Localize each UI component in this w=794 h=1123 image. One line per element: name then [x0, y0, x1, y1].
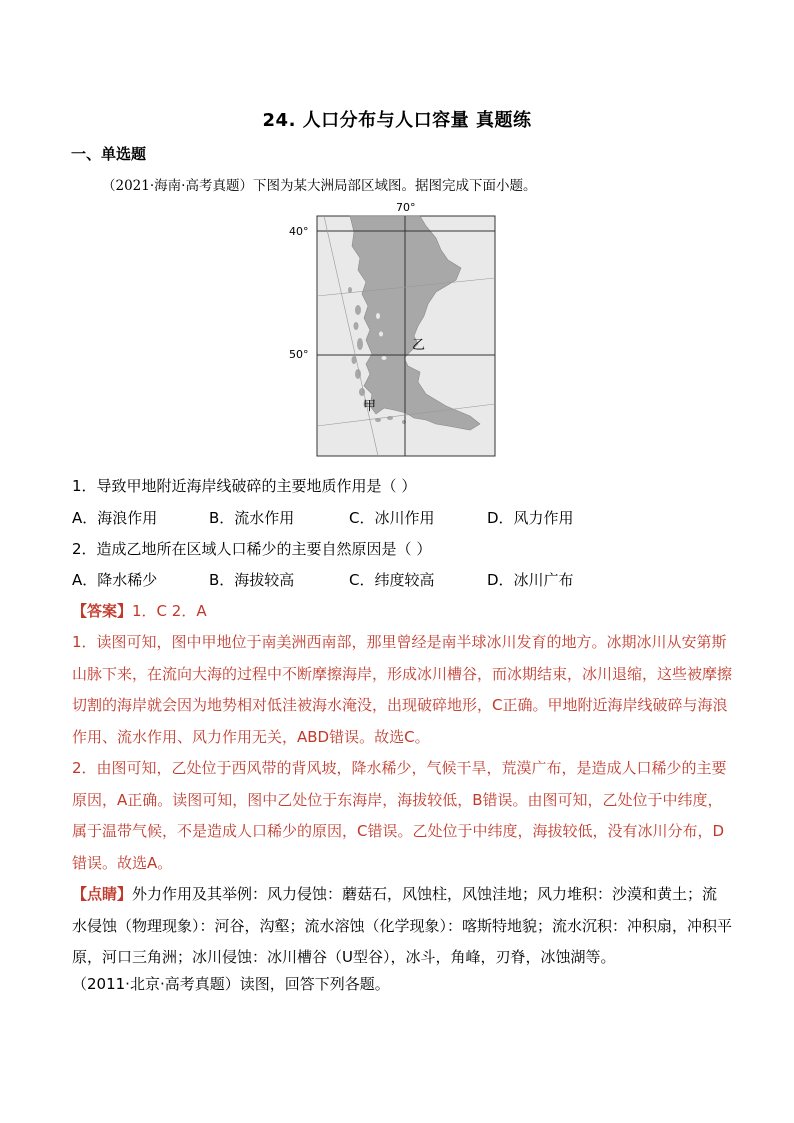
question-1-stem: 1．导致甲地附近海岸线破碎的主要地质作用是（ ）	[72, 477, 417, 495]
question-2-stem: 2．造成乙地所在区域人口稀少的主要自然原因是（ ）	[72, 540, 432, 558]
answer-tag: 【答案】	[72, 602, 133, 620]
q2-option-a: A．降水稀少	[72, 571, 158, 589]
explanation-1: 1．读图可知，图中甲地位于南美洲西南部，那里曾经是南半球冰川发育的地方。冰期冰川从安第斯山脉下来，在流向大海的过程中不断摩擦海岸，形成冰川槽谷，而冰期结束，冰川退缩，这些被摩擦切割的海岸就会因为地势相对低洼被海水淹没，出现破碎地形，C正确。甲地附近海岸线破碎与海浪作用、流水作用、风力作用无关，ABD错误。故选C。	[72, 633, 733, 746]
question-intro: （2021·海南·高考真题）下图为某大洲局部区域图。据图完成下面小题。	[102, 178, 537, 194]
note-text: 外力作用及其举例：风力侵蚀：蘑菇石，风蚀柱，风蚀洼地；风力堆积：沙漠和黄土；流水侵蚀（物理现象）：河谷，沟壑；流水溶蚀（化学现象）：喀斯特地貌；流水沉积：冲积扇，冲积平原，河口三角洲；冰川侵蚀：冰川槽谷（U型谷），冰斗，角峰，刃脊，冰蚀湖等。	[72, 885, 733, 966]
lat-top-label: 40°	[289, 225, 309, 238]
section-heading: 一、单选题	[71, 145, 147, 163]
explanation-2: 2．由图可知，乙处位于西风带的背风坡，降水稀少，气候干旱，荒漠广布，是造成人口稀少的主要原因，A正确。读图可知，图中乙处位于东海岸，海拔较低，B错误。由图可知，乙处位于中纬度，属于温带气候，不是造成人口稀少的原因，C错误。乙处位于中纬度，海拔较低，没有冰川分布，D错误。故选A。	[72, 759, 727, 872]
region-map	[286, 198, 504, 460]
q1-option-d: D．风力作用	[487, 509, 574, 527]
q2-option-d: D．冰川广布	[487, 571, 574, 589]
page-title: 24. 人口分布与人口容量 真题练	[262, 110, 532, 131]
note-tag: 【点睛】	[72, 885, 133, 903]
q2-option-c: C．纬度较高	[349, 571, 435, 589]
q1-option-a: A．海浪作用	[72, 509, 158, 527]
label-yi: 乙	[412, 338, 426, 353]
label-jia: 甲	[363, 399, 377, 414]
next-question-intro: （2011·北京·高考真题）读图，回答下列各题。	[72, 975, 390, 993]
lat-bottom-label: 50°	[289, 348, 309, 361]
q1-option-b: B．流水作用	[209, 509, 295, 527]
q1-option-c: C．冰川作用	[349, 509, 435, 527]
answer-text: 1．C 2．A	[132, 602, 207, 620]
answer-line	[72, 596, 732, 628]
note-block	[72, 879, 732, 974]
q2-option-b: B．海拔较高	[209, 571, 295, 589]
lon-label: 70°	[396, 201, 416, 214]
